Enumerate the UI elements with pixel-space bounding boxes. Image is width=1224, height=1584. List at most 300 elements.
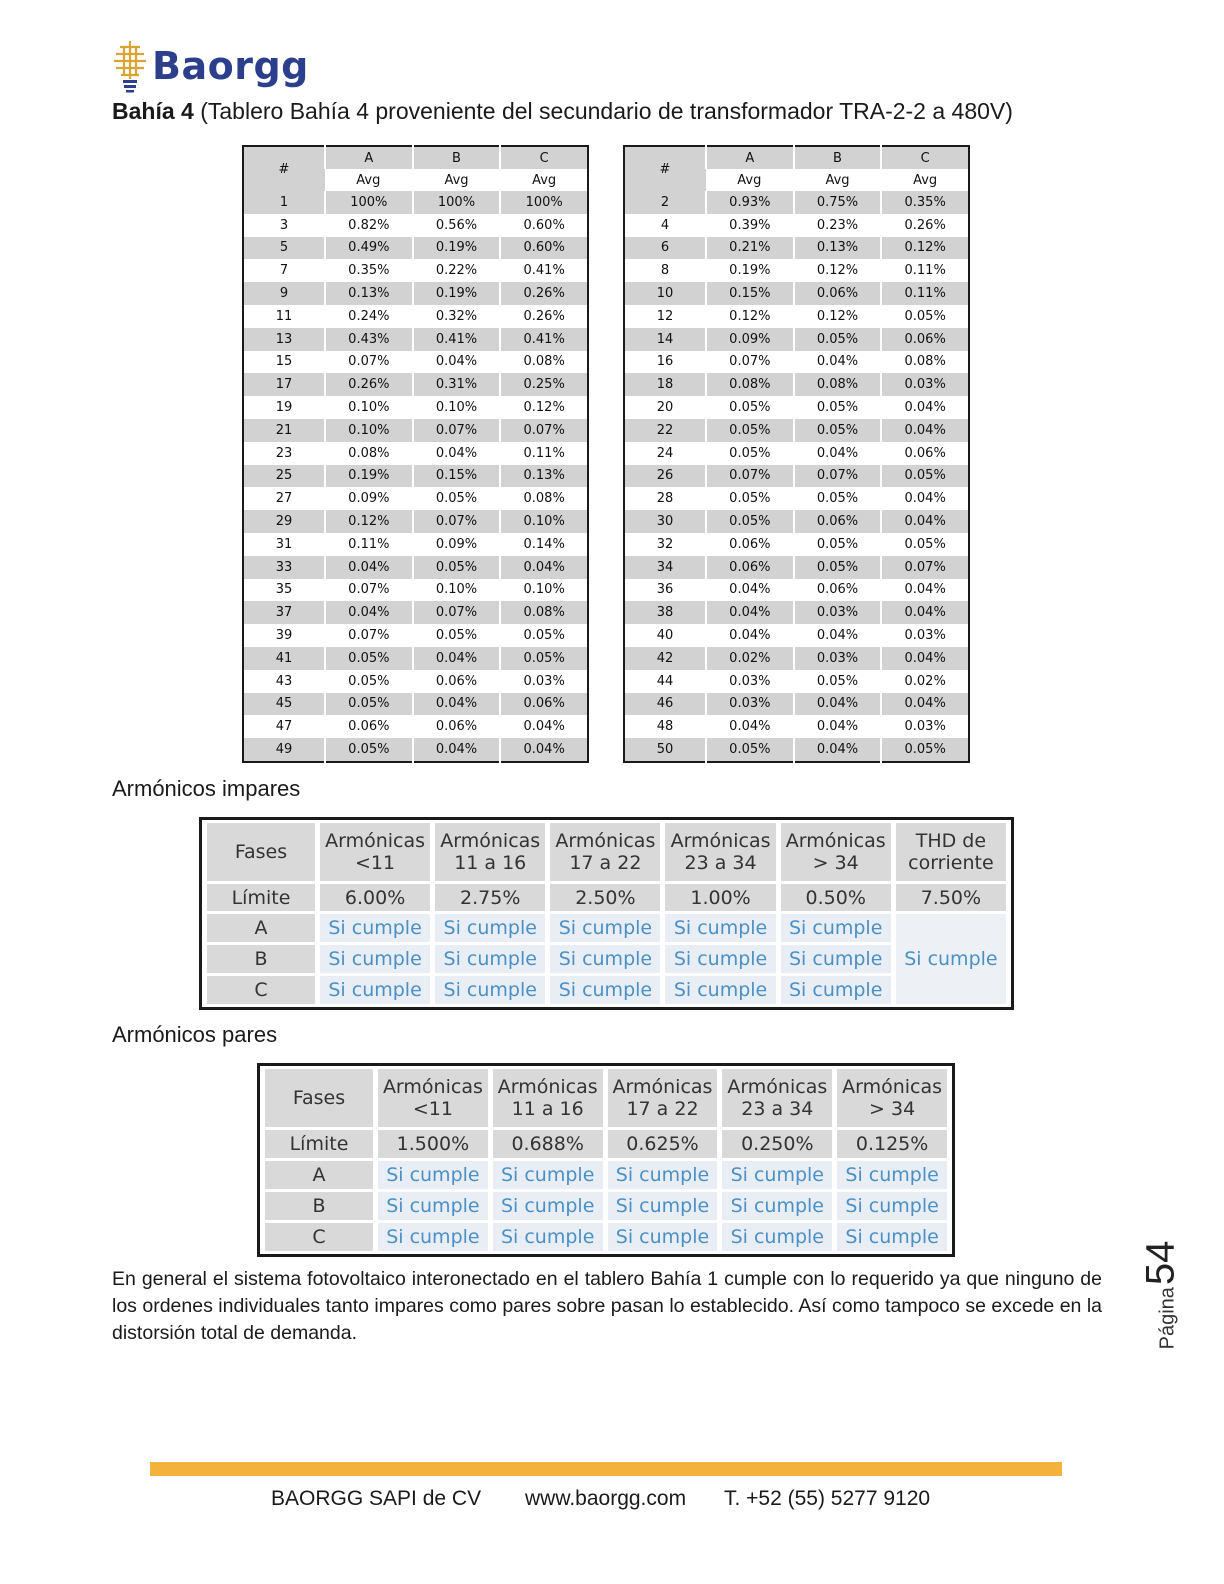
harmonic-order: 29 xyxy=(243,510,325,533)
table-row xyxy=(243,715,588,738)
harmonic-value: 0.03% xyxy=(881,624,969,647)
harmonic-value: 0.04% xyxy=(794,351,882,374)
column-header: Armónicas <11 xyxy=(320,823,430,881)
compliance-cell: Si cumple xyxy=(781,976,891,1004)
table-row xyxy=(243,738,588,762)
harmonic-value: 0.08% xyxy=(500,487,588,510)
harmonic-value: 0.03% xyxy=(794,601,882,624)
section-title-bold: Bahía 4 xyxy=(112,98,194,124)
harmonic-value: 0.04% xyxy=(794,693,882,716)
footer-accent-bar xyxy=(150,1462,1062,1476)
table-row xyxy=(624,442,969,465)
compliance-cell: Si cumple xyxy=(378,1192,488,1220)
harmonic-value: 0.22% xyxy=(413,259,501,282)
table-row xyxy=(624,510,969,533)
harmonic-value: 0.08% xyxy=(500,601,588,624)
harmonic-value: 0.13% xyxy=(500,465,588,488)
harmonic-value: 0.15% xyxy=(413,465,501,488)
harmonic-value: 0.05% xyxy=(325,670,413,693)
harmonic-order: 10 xyxy=(624,282,706,305)
harmonic-value: 0.10% xyxy=(500,510,588,533)
phase-b-header: B xyxy=(794,146,882,169)
harmonic-order: 49 xyxy=(243,738,325,762)
harmonic-value: 0.11% xyxy=(325,533,413,556)
harmonic-value: 0.04% xyxy=(794,442,882,465)
avg-header: Avg xyxy=(794,169,882,191)
harmonic-value: 0.11% xyxy=(881,282,969,305)
harmonic-order: 31 xyxy=(243,533,325,556)
harmonic-value: 0.05% xyxy=(325,647,413,670)
harmonic-order: 36 xyxy=(624,579,706,602)
compliance-cell: Si cumple xyxy=(781,945,891,973)
harmonic-value: 0.04% xyxy=(706,715,794,738)
compliance-cell: Si cumple xyxy=(665,945,775,973)
harmonic-value: 0.05% xyxy=(794,533,882,556)
harmonic-value: 0.24% xyxy=(325,305,413,328)
harmonic-value: 0.11% xyxy=(881,259,969,282)
harmonic-value: 0.05% xyxy=(706,738,794,762)
phase-label: A xyxy=(265,1161,373,1189)
harmonic-value: 0.04% xyxy=(881,487,969,510)
harmonic-order: 21 xyxy=(243,419,325,442)
column-header: Armónicas <11 xyxy=(378,1069,488,1127)
thd-limit-value: 7.50% xyxy=(896,884,1006,911)
compliance-cell: Si cumple xyxy=(722,1192,832,1220)
harmonic-value: 0.12% xyxy=(794,305,882,328)
harmonic-value: 0.19% xyxy=(413,282,501,305)
harmonic-order: 18 xyxy=(624,373,706,396)
compliance-cell: Si cumple xyxy=(320,914,430,942)
compliance-cell: Si cumple xyxy=(493,1223,603,1251)
harmonic-value: 0.06% xyxy=(413,670,501,693)
harmonic-value: 0.82% xyxy=(325,214,413,237)
harmonic-value: 0.19% xyxy=(706,259,794,282)
harmonic-value: 0.10% xyxy=(325,419,413,442)
harmonic-value: 0.10% xyxy=(500,579,588,602)
column-header: Armónicas 11 a 16 xyxy=(435,823,545,881)
harmonic-order: 47 xyxy=(243,715,325,738)
phase-a-header: A xyxy=(325,146,413,169)
compliance-cell: Si cumple xyxy=(608,1192,718,1220)
limit-value: 0.625% xyxy=(608,1130,718,1158)
harmonic-value: 0.09% xyxy=(325,487,413,510)
harmonic-order: 2 xyxy=(624,191,706,214)
column-header: Armónicas 23 a 34 xyxy=(665,823,775,881)
harmonic-value: 0.19% xyxy=(325,465,413,488)
harmonic-value: 0.05% xyxy=(413,487,501,510)
harmonic-value: 0.04% xyxy=(413,693,501,716)
harmonic-order: 50 xyxy=(624,738,706,762)
compliance-cell: Si cumple xyxy=(722,1223,832,1251)
page-number-value: 54 xyxy=(1138,1240,1183,1286)
harmonic-order: 37 xyxy=(243,601,325,624)
avg-header: Avg xyxy=(500,169,588,191)
compliance-cell: Si cumple xyxy=(435,976,545,1004)
harmonic-order: 24 xyxy=(624,442,706,465)
harmonic-value: 0.04% xyxy=(500,715,588,738)
limit-value: 1.500% xyxy=(378,1130,488,1158)
limit-value: 0.125% xyxy=(837,1130,947,1158)
phase-c-header: C xyxy=(500,146,588,169)
table-row xyxy=(624,419,969,442)
harmonic-value: 0.05% xyxy=(794,487,882,510)
table-row xyxy=(624,715,969,738)
thd-header: THD de corriente xyxy=(896,823,1006,881)
harmonic-value: 100% xyxy=(413,191,501,214)
harmonic-value: 0.04% xyxy=(325,601,413,624)
compliance-cell: Si cumple xyxy=(435,945,545,973)
harmonic-order: 39 xyxy=(243,624,325,647)
harmonic-order: 27 xyxy=(243,487,325,510)
compliance-cell: Si cumple xyxy=(493,1161,603,1189)
harmonic-value: 0.49% xyxy=(325,237,413,260)
harmonic-value: 0.07% xyxy=(325,351,413,374)
harmonic-order: 14 xyxy=(624,328,706,351)
harmonic-value: 0.04% xyxy=(881,647,969,670)
harmonic-value: 0.07% xyxy=(325,624,413,647)
table-row xyxy=(243,305,588,328)
limit-value: 0.250% xyxy=(722,1130,832,1158)
harmonic-value: 0.26% xyxy=(881,214,969,237)
harmonic-value: 0.60% xyxy=(500,214,588,237)
thd-compliance-cell: Si cumple xyxy=(896,914,1006,1004)
phase-label: C xyxy=(207,976,315,1004)
harmonic-value: 0.06% xyxy=(413,715,501,738)
harmonic-value: 0.03% xyxy=(706,693,794,716)
odd-harmonics-heading: Armónicos impares xyxy=(112,776,301,801)
harmonic-order: 17 xyxy=(243,373,325,396)
harmonic-order: 20 xyxy=(624,396,706,419)
harmonic-value: 0.06% xyxy=(325,715,413,738)
column-header: Armónicas 17 a 22 xyxy=(608,1069,718,1127)
harmonic-order: 13 xyxy=(243,328,325,351)
table-row xyxy=(243,556,588,579)
harmonic-value: 0.06% xyxy=(706,556,794,579)
table-row xyxy=(624,191,969,214)
harmonic-value: 0.09% xyxy=(413,533,501,556)
table-row xyxy=(243,647,588,670)
harmonic-value: 0.07% xyxy=(706,465,794,488)
table-row xyxy=(624,282,969,305)
harmonic-order: 5 xyxy=(243,237,325,260)
harmonic-value: 0.04% xyxy=(881,396,969,419)
harmonic-value: 0.05% xyxy=(706,396,794,419)
harmonic-value: 0.04% xyxy=(500,556,588,579)
table-row xyxy=(624,579,969,602)
harmonic-value: 0.04% xyxy=(794,715,882,738)
harmonic-value: 0.04% xyxy=(413,738,501,762)
harmonic-value: 0.05% xyxy=(706,442,794,465)
harmonic-order: 28 xyxy=(624,487,706,510)
harmonic-value: 0.06% xyxy=(881,442,969,465)
harmonic-order: 42 xyxy=(624,647,706,670)
harmonic-value: 0.08% xyxy=(500,351,588,374)
logo-text: Baorgg xyxy=(152,44,309,88)
harmonic-value: 0.41% xyxy=(413,328,501,351)
harmonic-value: 0.04% xyxy=(881,419,969,442)
harmonic-order: 9 xyxy=(243,282,325,305)
harmonic-value: 0.04% xyxy=(413,647,501,670)
table-row xyxy=(243,396,588,419)
avg-header: Avg xyxy=(325,169,413,191)
table-row xyxy=(624,533,969,556)
compliance-cell: Si cumple xyxy=(378,1161,488,1189)
harmonic-order: 19 xyxy=(243,396,325,419)
harmonic-value: 0.05% xyxy=(706,487,794,510)
harmonic-order: 48 xyxy=(624,715,706,738)
limit-value: 2.75% xyxy=(435,884,545,911)
table-row xyxy=(624,396,969,419)
harmonic-value: 0.04% xyxy=(881,693,969,716)
harmonic-order: 11 xyxy=(243,305,325,328)
table-row xyxy=(624,670,969,693)
harmonic-value: 0.07% xyxy=(881,556,969,579)
compliance-cell: Si cumple xyxy=(550,945,660,973)
harmonic-order: 32 xyxy=(624,533,706,556)
column-header: Armónicas > 34 xyxy=(837,1069,947,1127)
harmonic-value: 0.02% xyxy=(881,670,969,693)
table-row xyxy=(624,305,969,328)
harmonic-value: 0.19% xyxy=(413,237,501,260)
table-row xyxy=(624,738,969,762)
table-row xyxy=(243,601,588,624)
harmonic-value: 0.05% xyxy=(706,419,794,442)
lightbulb-logo-icon xyxy=(112,39,148,93)
page-number xyxy=(1136,1230,1186,1360)
harmonic-value: 0.08% xyxy=(706,373,794,396)
harmonic-value: 0.05% xyxy=(325,693,413,716)
harmonic-value: 0.07% xyxy=(413,419,501,442)
table-row xyxy=(243,510,588,533)
harmonic-order: 45 xyxy=(243,693,325,716)
harmonic-order: 38 xyxy=(624,601,706,624)
section-title xyxy=(112,98,1013,125)
harmonic-order: 4 xyxy=(624,214,706,237)
compliance-cell: Si cumple xyxy=(378,1223,488,1251)
harmonic-value: 0.07% xyxy=(500,419,588,442)
compliance-cell: Si cumple xyxy=(837,1192,947,1220)
harmonic-order: 43 xyxy=(243,670,325,693)
harmonic-order: 40 xyxy=(624,624,706,647)
table-row xyxy=(243,693,588,716)
order-header: # xyxy=(624,146,706,191)
compliance-cell: Si cumple xyxy=(320,945,430,973)
harmonic-value: 0.05% xyxy=(794,396,882,419)
harmonic-order: 44 xyxy=(624,670,706,693)
harmonics-table-odd-orders xyxy=(242,145,589,763)
harmonic-value: 0.10% xyxy=(413,579,501,602)
harmonic-order: 26 xyxy=(624,465,706,488)
odd-harmonics-limits-table xyxy=(199,817,1014,1010)
harmonic-order: 23 xyxy=(243,442,325,465)
harmonic-order: 35 xyxy=(243,579,325,602)
harmonic-value: 0.12% xyxy=(325,510,413,533)
even-harmonics-heading: Armónicos pares xyxy=(112,1022,278,1047)
harmonic-value: 0.60% xyxy=(500,237,588,260)
harmonic-value: 0.03% xyxy=(881,373,969,396)
column-header: Armónicas 17 a 22 xyxy=(550,823,660,881)
harmonic-value: 0.05% xyxy=(706,510,794,533)
fases-header: Fases xyxy=(207,823,315,881)
harmonic-value: 0.08% xyxy=(325,442,413,465)
harmonic-value: 0.05% xyxy=(794,556,882,579)
harmonic-value: 0.13% xyxy=(794,237,882,260)
harmonic-value: 0.07% xyxy=(325,579,413,602)
harmonic-value: 0.09% xyxy=(706,328,794,351)
harmonic-order: 12 xyxy=(624,305,706,328)
harmonic-order: 6 xyxy=(624,237,706,260)
phase-label: A xyxy=(207,914,315,942)
table-row xyxy=(624,647,969,670)
harmonic-value: 0.05% xyxy=(413,624,501,647)
table-row xyxy=(624,328,969,351)
harmonic-value: 0.10% xyxy=(325,396,413,419)
limit-value: 1.00% xyxy=(665,884,775,911)
harmonic-value: 0.06% xyxy=(881,328,969,351)
table-row xyxy=(243,191,588,214)
harmonic-value: 0.14% xyxy=(500,533,588,556)
harmonic-value: 0.06% xyxy=(794,510,882,533)
compliance-cell: Si cumple xyxy=(722,1161,832,1189)
even-harmonics-limits-table xyxy=(257,1063,955,1257)
harmonic-order: 30 xyxy=(624,510,706,533)
harmonic-value: 0.04% xyxy=(881,601,969,624)
table-row xyxy=(243,237,588,260)
harmonic-value: 0.35% xyxy=(325,259,413,282)
table-row xyxy=(243,533,588,556)
compliance-cell: Si cumple xyxy=(493,1192,603,1220)
compliance-cell: Si cumple xyxy=(550,976,660,1004)
harmonic-value: 0.06% xyxy=(794,579,882,602)
table-row xyxy=(624,259,969,282)
table-row xyxy=(243,419,588,442)
harmonic-value: 0.11% xyxy=(500,442,588,465)
avg-header: Avg xyxy=(413,169,501,191)
harmonic-order: 3 xyxy=(243,214,325,237)
harmonic-order: 8 xyxy=(624,259,706,282)
compliance-cell: Si cumple xyxy=(320,976,430,1004)
harmonic-value: 0.05% xyxy=(794,419,882,442)
harmonic-value: 0.41% xyxy=(500,328,588,351)
limit-value: 0.688% xyxy=(493,1130,603,1158)
harmonic-value: 0.05% xyxy=(881,533,969,556)
harmonic-value: 0.41% xyxy=(500,259,588,282)
compliance-cell: Si cumple xyxy=(665,976,775,1004)
phase-label: B xyxy=(207,945,315,973)
harmonic-value: 0.93% xyxy=(706,191,794,214)
table-row xyxy=(243,259,588,282)
table-row xyxy=(624,373,969,396)
harmonic-value: 0.23% xyxy=(794,214,882,237)
harmonic-order: 41 xyxy=(243,647,325,670)
table-row xyxy=(624,624,969,647)
harmonic-value: 0.03% xyxy=(794,647,882,670)
harmonic-value: 0.04% xyxy=(325,556,413,579)
table-row xyxy=(624,601,969,624)
harmonic-value: 0.12% xyxy=(706,305,794,328)
harmonic-value: 0.02% xyxy=(706,647,794,670)
harmonic-value: 0.43% xyxy=(325,328,413,351)
harmonic-value: 0.06% xyxy=(794,282,882,305)
harmonic-value: 0.12% xyxy=(794,259,882,282)
harmonic-order: 1 xyxy=(243,191,325,214)
harmonic-value: 0.04% xyxy=(881,579,969,602)
harmonic-value: 0.26% xyxy=(500,282,588,305)
harmonic-value: 0.56% xyxy=(413,214,501,237)
table-row xyxy=(243,282,588,305)
compliance-cell: Si cumple xyxy=(435,914,545,942)
harmonic-value: 0.12% xyxy=(500,396,588,419)
harmonic-value: 0.05% xyxy=(500,647,588,670)
harmonic-value: 0.04% xyxy=(794,738,882,762)
harmonic-value: 0.12% xyxy=(881,237,969,260)
table-row xyxy=(624,237,969,260)
harmonic-value: 100% xyxy=(500,191,588,214)
footer-company: BAORGG SAPI de CV xyxy=(271,1487,482,1510)
harmonic-value: 0.75% xyxy=(794,191,882,214)
harmonic-value: 100% xyxy=(325,191,413,214)
limit-value: 6.00% xyxy=(320,884,430,911)
table-row xyxy=(624,556,969,579)
table-row xyxy=(243,328,588,351)
table-row xyxy=(624,693,969,716)
harmonic-order: 25 xyxy=(243,465,325,488)
fases-header: Fases xyxy=(265,1069,373,1127)
table-row xyxy=(243,442,588,465)
harmonic-value: 0.08% xyxy=(881,351,969,374)
harmonic-order: 34 xyxy=(624,556,706,579)
order-header: # xyxy=(243,146,325,191)
table-row xyxy=(243,373,588,396)
harmonic-value: 0.04% xyxy=(413,351,501,374)
harmonic-value: 0.13% xyxy=(325,282,413,305)
harmonic-value: 0.35% xyxy=(881,191,969,214)
harmonic-value: 0.06% xyxy=(500,693,588,716)
harmonic-value: 0.03% xyxy=(881,715,969,738)
harmonics-table-even-orders xyxy=(623,145,970,763)
harmonic-value: 0.04% xyxy=(706,579,794,602)
avg-header: Avg xyxy=(706,169,794,191)
harmonic-value: 0.05% xyxy=(881,305,969,328)
harmonic-value: 0.39% xyxy=(706,214,794,237)
harmonic-value: 0.04% xyxy=(500,738,588,762)
compliance-cell: Si cumple xyxy=(837,1223,947,1251)
harmonic-value: 0.06% xyxy=(706,533,794,556)
column-header: Armónicas 23 a 34 xyxy=(722,1069,832,1127)
harmonic-order: 16 xyxy=(624,351,706,374)
harmonic-value: 0.05% xyxy=(325,738,413,762)
harmonic-value: 0.07% xyxy=(706,351,794,374)
harmonic-value: 0.07% xyxy=(413,510,501,533)
phase-a-header: A xyxy=(706,146,794,169)
harmonic-value: 0.04% xyxy=(413,442,501,465)
compliance-cell: Si cumple xyxy=(837,1161,947,1189)
limit-label: Límite xyxy=(265,1130,373,1158)
harmonic-value: 0.32% xyxy=(413,305,501,328)
table-row xyxy=(624,214,969,237)
harmonic-value: 0.05% xyxy=(413,556,501,579)
footer-website[interactable]: www.baorgg.com xyxy=(525,1487,687,1510)
harmonic-value: 0.15% xyxy=(706,282,794,305)
harmonic-value: 0.03% xyxy=(706,670,794,693)
table-row xyxy=(243,670,588,693)
compliance-cell: Si cumple xyxy=(608,1223,718,1251)
harmonic-value: 0.05% xyxy=(881,465,969,488)
compliance-cell: Si cumple xyxy=(608,1161,718,1189)
harmonic-value: 0.10% xyxy=(413,396,501,419)
harmonic-value: 0.04% xyxy=(706,601,794,624)
phase-c-header: C xyxy=(881,146,969,169)
